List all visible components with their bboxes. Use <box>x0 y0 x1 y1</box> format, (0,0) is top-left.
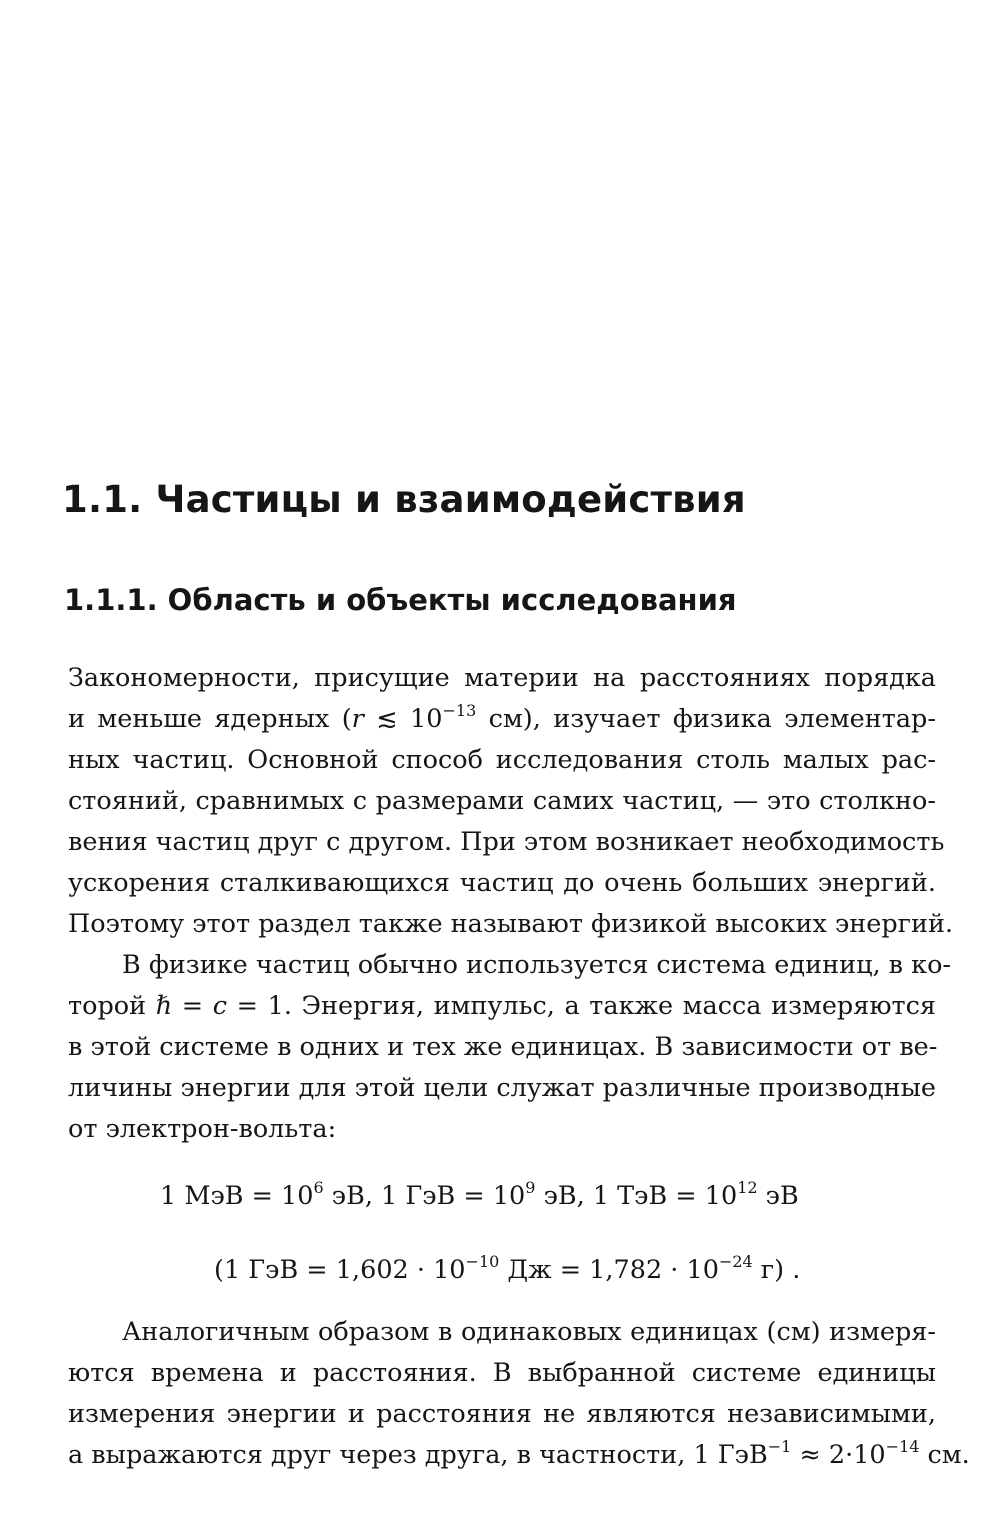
text-span: ≲ 10 <box>363 704 443 734</box>
formula-text: Дж = 1,782 · 10 <box>499 1255 719 1285</box>
text-line: В физике частиц обычно используется система единиц, в ко- <box>122 950 952 980</box>
exponent: 12 <box>737 1178 758 1197</box>
text-span: ≈ 2·10 <box>791 1440 886 1470</box>
section-heading: 1.1. Частицы и взаимодействия <box>62 478 746 521</box>
formula-text: эВ, 1 ГэВ = 10 <box>323 1181 526 1211</box>
text-line: Аналогичным образом в одинаковых единицах (см) измеря- <box>122 1317 936 1347</box>
text-span: = 1. Энергия, импульс, а также масса измеряются <box>227 991 936 1021</box>
formula-text: г) . <box>752 1255 801 1285</box>
text-line: Закономерности, присущие материи на расстояниях порядка <box>68 663 936 693</box>
text-span: см), изучает физика элементар- <box>476 704 936 734</box>
exponent: −1 <box>767 1437 792 1456</box>
text-span: и меньше ядерных ( <box>68 704 352 734</box>
formula-gev-conversion <box>214 1250 800 1290</box>
exponent: −24 <box>718 1252 753 1271</box>
text-line: измерения энергии и расстояния не являются независимыми, <box>68 1399 936 1429</box>
text-line: ются времена и расстояния. В выбранной системе единицы <box>68 1358 936 1388</box>
formula-text: эВ, 1 ТэВ = 10 <box>535 1181 738 1211</box>
text-line: вения частиц друг с другом. При этом возникает необходимость <box>68 827 945 857</box>
formula-energy-units <box>160 1176 799 1216</box>
text-line: ных частиц. Основной способ исследования столь малых рас- <box>68 745 936 775</box>
text-span: см. <box>919 1440 970 1470</box>
exponent: 9 <box>525 1178 536 1197</box>
math-variable: c <box>212 991 228 1021</box>
exponent: 6 <box>313 1178 324 1197</box>
exponent: −13 <box>442 701 477 720</box>
text-line: стояний, сравнимых с размерами самих частиц, — это столкно- <box>68 786 936 816</box>
exponent: −10 <box>465 1252 500 1271</box>
text-line <box>68 986 936 1026</box>
text-span: а выражаются друг через друга, в частности, 1 ГэВ <box>68 1440 768 1470</box>
text-line: от электрон-вольта: <box>68 1114 337 1144</box>
exponent: −14 <box>885 1437 920 1456</box>
text-span: торой <box>68 991 156 1021</box>
formula-text: эВ <box>757 1181 799 1211</box>
text-line: ускорения сталкивающихся частиц до очень больших энергий. <box>68 868 936 898</box>
math-variable: r <box>351 704 364 734</box>
formula-text: (1 ГэВ = 1,602 · 10 <box>214 1255 466 1285</box>
formula-text: 1 МэВ = 10 <box>160 1181 314 1211</box>
text-line <box>68 1435 970 1475</box>
text-line <box>68 699 936 739</box>
text-span: = <box>172 991 213 1021</box>
math-hbar: ℏ <box>155 991 173 1021</box>
text-line: личины энергии для этой цели служат различные производные <box>68 1073 937 1103</box>
subsection-heading: 1.1.1. Область и объекты исследования <box>64 583 737 617</box>
text-line: Поэтому этот раздел также называют физикой высоких энергий. <box>68 909 954 939</box>
text-line: в этой системе в одних и тех же единицах. В зависимости от ве- <box>68 1032 938 1062</box>
